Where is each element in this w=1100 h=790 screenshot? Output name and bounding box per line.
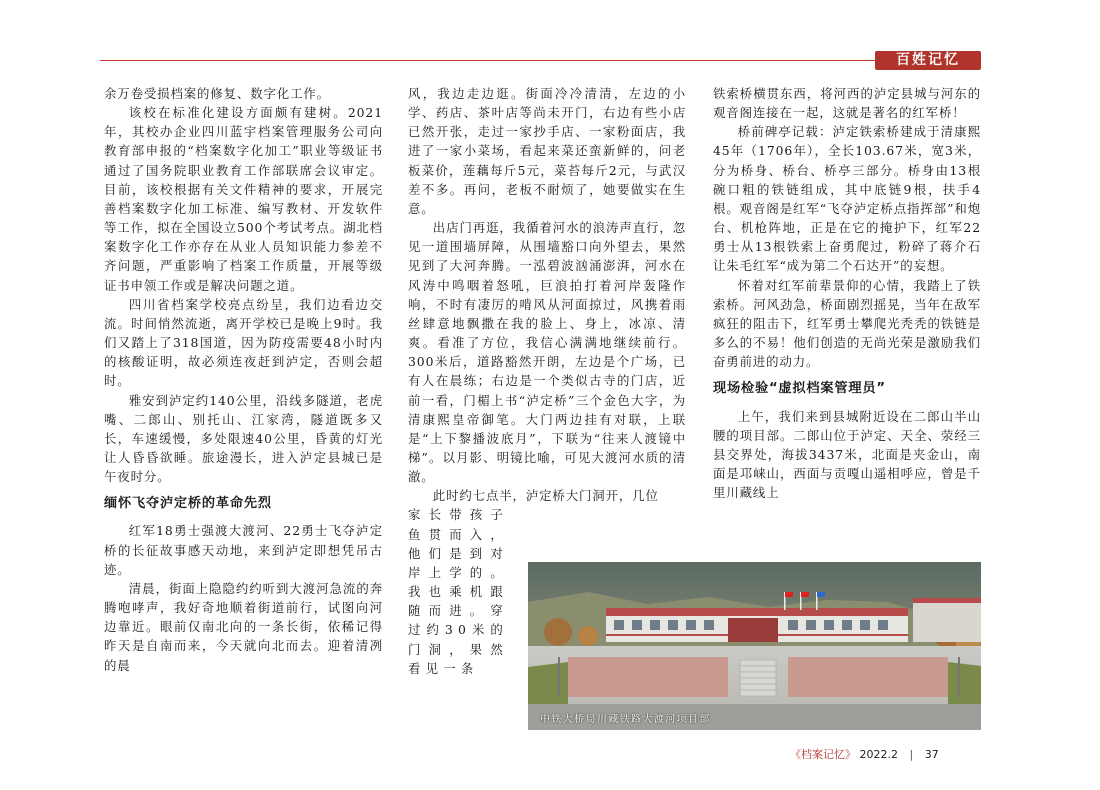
paragraph: 该校在标准化建设方面颇有建树。2021年，其校办企业四川蓝宇档案管理服务公司向教育部申报的“档案数字化加工”职业等级证书通过了国务院职业教育工作部联席会议审定。目前，该校根据有关文件精神的要求，开展完善档案数字化加工标准、编写教材、开发软件等工作，拟在全国设立500个考试考点。湖北档案数字化工作亦存在从业人员知识能力参差不齐问题，严重影响了档案工作质量，开展等级证书申领工作或是解决问题之道。 (104, 105, 383, 293)
magazine-name: 《档案记忆》 (790, 748, 856, 761)
paragraph-narrow: 家长带孩子鱼贯而入，他们是到对岸上学的。我也乘机跟随而进。穿过约30米的门洞，果然看见一条 (408, 507, 508, 676)
section-tab: 百姓记忆 (875, 51, 981, 70)
paragraph: 余万卷受损档案的修复、数字化工作。 (104, 86, 330, 101)
page-number: 37 (924, 748, 939, 761)
paragraph: 风，我边走边逛。街面冷冷清清，左边的小学、药店、茶叶店等尚未开门，右边有些小店已然开张，走过一家抄手店、一家粉面店，我进了一家小菜场，看起来菜还蛮新鲜的，问老板菜价，莲藕每斤5元，菜苔每斤2元，与武汉差不多。再问，老板不耐烦了，她要做实在生意。 (408, 86, 686, 216)
paragraph: 上午，我们来到县城附近设在二郎山半山腰的项目部。二郎山位于泸定、天全、荥经三县交界处，海拔3437米，北面是夹金山，南面是邛崃山，西面与贡嘎山遥相呼应，曾是千里川藏线上 (713, 408, 981, 501)
paragraph: 怀着对红军前辈景仰的心情，我踏上了铁索桥。河风劲急，桥面剧烈摇晃，当年在敌军疯狂的阻击下，红军勇士攀爬光秃秃的铁链是多么的不易！他们创造的无尚光荣是激励我们奋勇前进的动力。 (713, 277, 981, 370)
project-site-photo (528, 562, 981, 730)
paragraph: 红军18勇士强渡大渡河、22勇士飞夺泸定桥的长征故事感天动地，来到泸定即想凭吊古迹。 (104, 523, 383, 577)
page-footer (790, 746, 939, 762)
photo-illustration (528, 562, 981, 730)
paragraph: 四川省档案学校亮点纷呈，我们边看边交流。时间悄然流逝，离开学校已是晚上9时。我们又踏上了318国道，因为防疫需要48小时内的核酸证明，故必须连夜赶到泸定，否则会超时。 (104, 296, 383, 389)
paragraph: 铁索桥横贯东西，将河西的泸定县城与河东的观音阁连接在一起，这就是著名的红军桥！ (713, 86, 981, 121)
paragraph: 雅安到泸定约140公里，沿线多隧道，老虎嘴、二郎山、别托山、江家湾，隧道既多又长，车速缓慢，多处限速40公里，昏黄的灯光让人昏昏欲睡。旅途漫长，进入泸定县城已是午夜时分。 (104, 392, 383, 485)
text-column-1 (104, 84, 383, 675)
footer-separator: | (909, 748, 914, 761)
paragraph: 清晨，街面上隐隐约约听到大渡河急流的奔腾咆哮声，我好奇地顺着街道前行，试图向河边靠近。眼前仅南北向的一条长街，依稀记得昨天是自南而来，今天就向北而去。迎着清冽的晨 (104, 580, 383, 673)
issue-number: 2022.2 (859, 748, 898, 761)
header-rule (100, 60, 875, 61)
paragraph: 此时约七点半，泸定桥大门洞开，几位 (432, 488, 659, 504)
photo-caption: 中铁大桥局川藏铁路大渡河项目部 (540, 714, 711, 725)
paragraph: 出店门再逛，我循着河水的浪涛声直行，忽见一道围墙屏障，从围墙豁口向外望去，果然见到了大河奔腾。一泓碧波汹涌澎湃，河水在风涛中鸣咽着怒吼，巨浪拍打着河岸轰隆作响，不时有凄厉的啃风从河面掠过，风携着雨丝肆意地飘撒在我的脸上、身上，冰凉、清爽。看准了方位，我信心满满地继续前行。300米后，道路豁然开朗，左边是个广场，已有人在晨练；右边是一个类似古寺的门店，近前一看，门楣上书“泸定桥”三个金色大字，为清康熙皇帝御笔。大门两边挂有对联，上联是“上下黎播波底月”，下联为“往来人渡镜中梯”。以月影、明镜比喻，可见大渡河水质的清澈。 (408, 220, 686, 485)
section-heading: 现场检验“虚拟档案管理员” (713, 381, 886, 397)
paragraph: 桥前碑亭记载：泸定铁索桥建成于清康熙45年（1706年），全长103.67米，宽3米，分为桥身、桥台、桥亭三部分。桥身由13根碗口粗的铁链组成，其中底链9根，扶手4根。观音阁是红军“飞夺泸定桥点指挥部”和炮台、机枪阵地，正是在它的掩护下，红军22勇士从13根铁索上奋勇爬过，粉碎了蒋介石让朱毛红军“成为第二个石达开”的妄想。 (713, 124, 981, 274)
section-heading: 缅怀飞夺泸定桥的革命先烈 (104, 496, 272, 512)
text-column-3 (713, 84, 981, 502)
